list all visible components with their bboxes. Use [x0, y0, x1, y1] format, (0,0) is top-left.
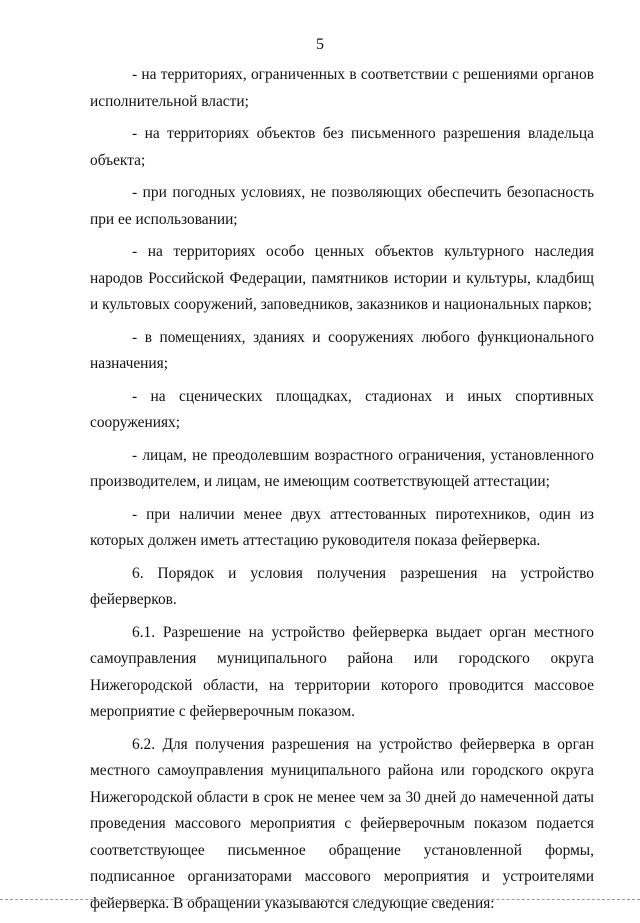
- document-body: [90, 62, 594, 923]
- page-number: 5: [316, 36, 324, 53]
- list-item-stages-stadiums: - на сценических площадках, стадионах и иных спортивных сооружениях;: [90, 387, 594, 431]
- list-item-restricted-territories: - на территориях, ограниченных в соответствии с решениями органов исполнительной власти;: [90, 66, 594, 110]
- list-item-age-restriction: - лицам, не преодолевшим возрастного ограничения, установленного производителем, и лицам, не имеющим соответствующей аттестации;: [90, 446, 594, 490]
- list-item-object-territories: - на территориях объектов без письменного разрешения владельца объекта;: [90, 125, 594, 169]
- paragraph-6-2: 6.2. Для получения разрешения на устройство фейерверка в орган местного самоуправления муниципального района или городского округа Нижегородской области в срок не менее чем за 30 дней до намеченной даты проведения массового мероприятия с фейерверочным показом подается соответствующее письменное обращение установленной формы, подписанное организаторами массового мероприятия и устроителями фейерверка. В обращении указываются следующие сведения:: [90, 735, 594, 912]
- section-heading-6: 6. Порядок и условия получения разрешения на устройство фейерверков.: [90, 564, 594, 608]
- list-item-weather-conditions: - при погодных условиях, не позволяющих обеспечить безопасность при ее использовании;: [90, 184, 594, 228]
- list-item-cultural-heritage: - на территориях особо ценных объектов культурного наследия народов Российской Федерации, памятников истории и культуры, кладбищ и культовых сооружений, заповедников, заказников и национальных парков;: [90, 243, 594, 313]
- scan-bottom-edge: [0, 899, 640, 902]
- list-item-premises: - в помещениях, зданиях и сооружениях любого функционального назначения;: [90, 328, 594, 372]
- list-item-pyrotechnicians: - при наличии менее двух аттестованных пиротехников, один из которых должен иметь аттестацию руководителя показа фейерверка.: [90, 505, 594, 549]
- paragraph-6-1: 6.1. Разрешение на устройство фейерверка выдает орган местного самоуправления муниципального района или городского округа Нижегородской области, на территории которого проводится массовое мероприятие с фейерверочным показом.: [90, 623, 594, 720]
